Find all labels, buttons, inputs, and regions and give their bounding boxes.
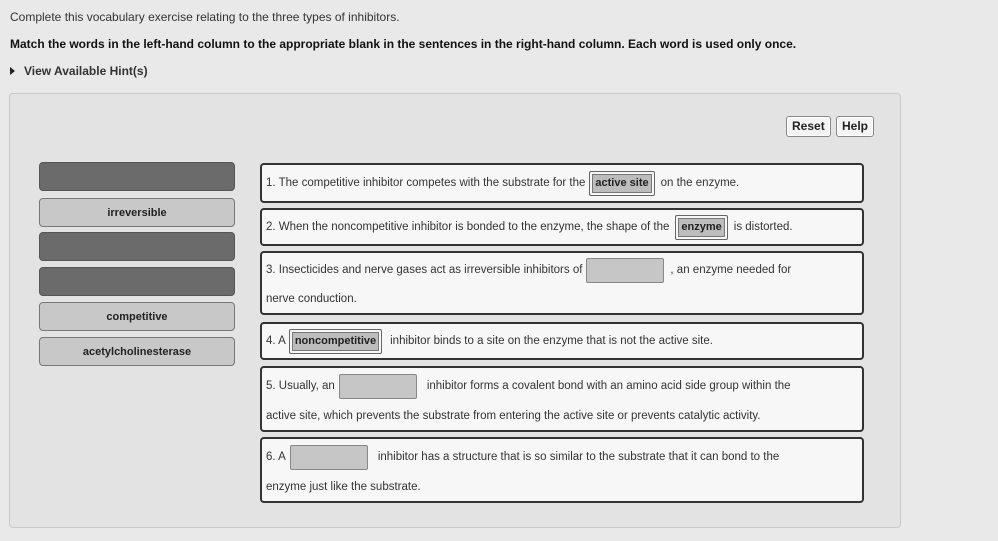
sentence-text: inhibitor binds to a site on the enzyme that is not the active site. xyxy=(390,335,713,347)
help-button[interactable]: Help xyxy=(836,116,874,137)
answer-blank-5[interactable] xyxy=(339,374,417,399)
word-slot-empty xyxy=(39,162,235,191)
sentence-4 xyxy=(260,322,864,360)
exercise-panel xyxy=(9,93,901,528)
sentence-text: inhibitor has a structure that is so similar to the substrate that it can bond to the xyxy=(377,451,780,463)
view-hints-toggle[interactable] xyxy=(10,64,148,78)
sentence-6 xyxy=(260,437,864,503)
sentence-3 xyxy=(260,251,864,315)
sentence-text: enzyme just like the substrate. xyxy=(266,481,421,493)
sentence-text: 6. A xyxy=(266,451,286,463)
answer-blank-3[interactable] xyxy=(586,258,664,283)
word-tile-acetylcholinesterase[interactable]: acetylcholinesterase xyxy=(39,337,235,366)
intro-text: Complete this vocabulary exercise relating to the three types of inhibitors. xyxy=(10,10,400,24)
sentence-text: 2. When the noncompetitive inhibitor is bonded to the enzyme, the shape of the xyxy=(266,221,670,233)
sentence-text: 3. Insecticides and nerve gases act as irreversible inhibitors of xyxy=(266,264,583,276)
sentence-1 xyxy=(260,163,864,203)
view-hints-label: View Available Hint(s) xyxy=(24,64,148,78)
sentence-text: on the enzyme. xyxy=(660,177,740,189)
word-slot-empty xyxy=(39,232,235,261)
sentence-text: active site, which prevents the substrate from entering the active site or prevents catalytic activity. xyxy=(266,410,761,422)
answer-blank-1[interactable]: active site xyxy=(589,171,654,196)
sentence-5 xyxy=(260,366,864,432)
reset-button[interactable]: Reset xyxy=(786,116,831,137)
sentence-text: 5. Usually, an xyxy=(266,380,335,392)
sentence-text: is distorted. xyxy=(733,221,793,233)
triangle-right-icon xyxy=(10,67,15,75)
instruction-text: Match the words in the left-hand column to the appropriate blank in the sentences in the right-hand column. Each word is used only once. xyxy=(10,37,797,51)
answer-blank-6[interactable] xyxy=(290,445,368,470)
word-tile-competitive[interactable]: competitive xyxy=(39,302,235,331)
sentence-text: nerve conduction. xyxy=(266,293,357,305)
answer-blank-2[interactable]: enzyme xyxy=(675,215,727,240)
word-slot-empty xyxy=(39,267,235,296)
answer-blank-4[interactable]: noncompetitive xyxy=(289,329,382,354)
sentence-text: inhibitor forms a covalent bond with an amino acid side group within the xyxy=(426,380,791,392)
word-tile-irreversible[interactable]: irreversible xyxy=(39,198,235,227)
sentence-text: 1. The competitive inhibitor competes with the substrate for the xyxy=(266,177,586,189)
sentence-2 xyxy=(260,208,864,246)
sentence-text: , an enzyme needed for xyxy=(670,264,792,276)
sentence-text: 4. A xyxy=(266,335,286,347)
